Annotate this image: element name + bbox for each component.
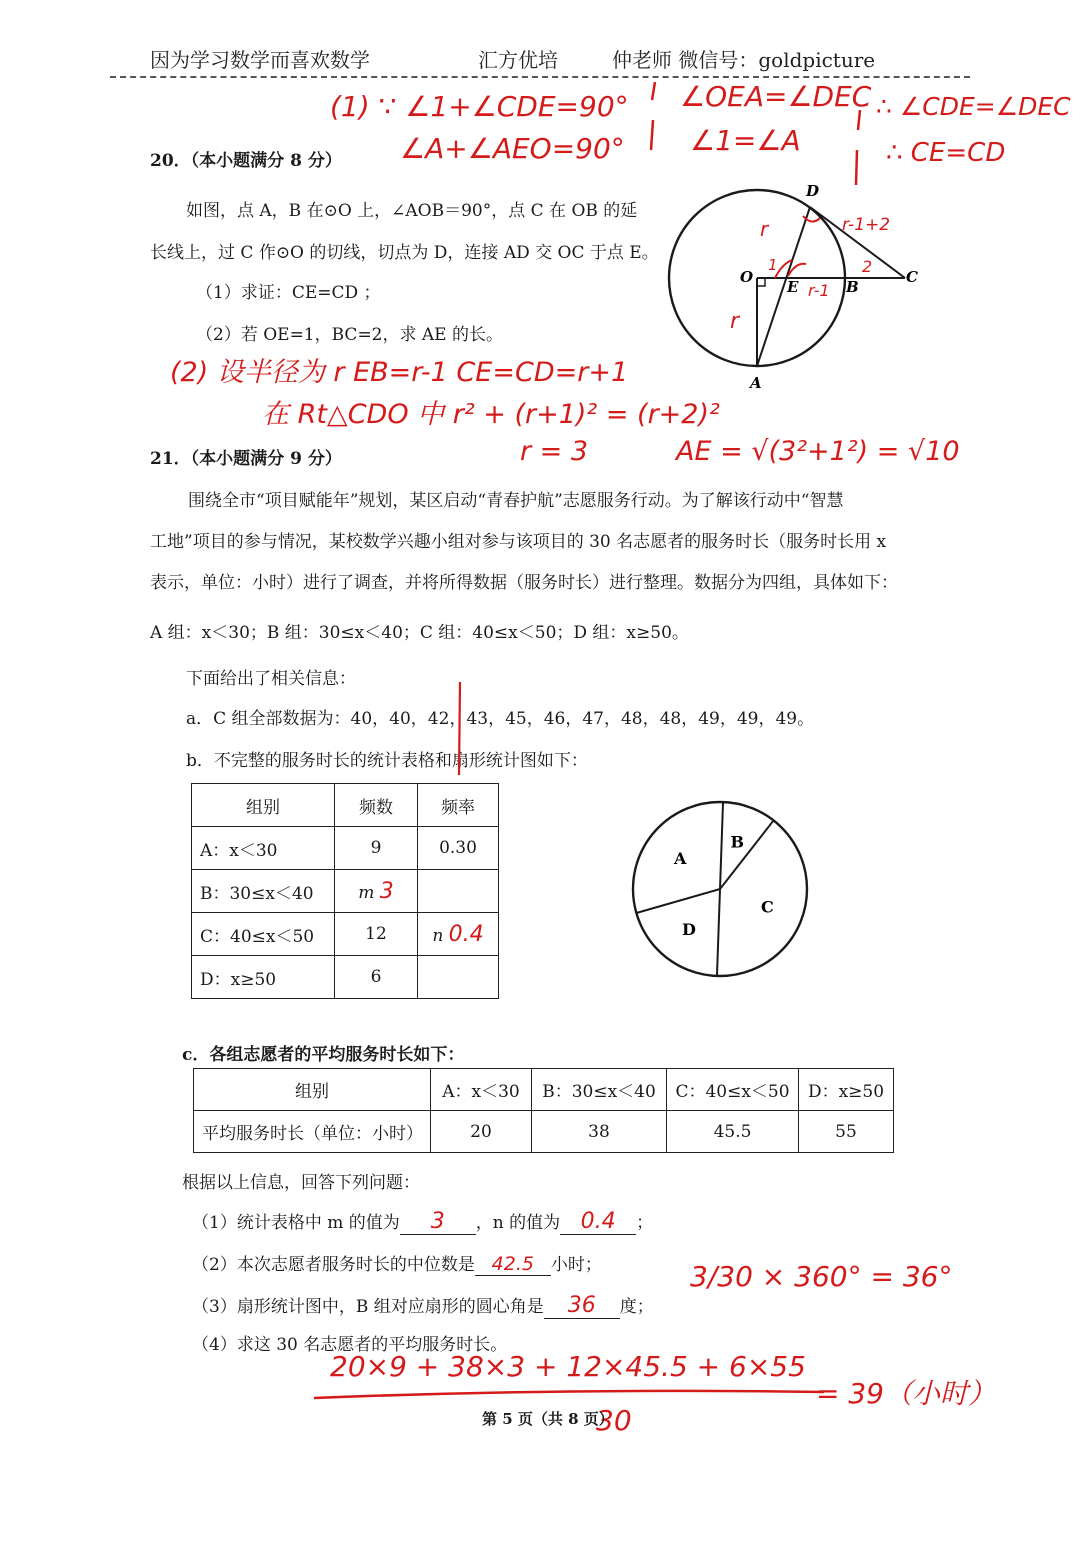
hw-fig-rp2: r-1+2 [842, 215, 891, 235]
hw-fig-r1: r [760, 217, 769, 241]
q21-sub3 [192, 1292, 654, 1319]
table1-row-c-rate-cell [418, 913, 499, 956]
table2-value-a: 20 [431, 1111, 532, 1153]
hw-average-result: = 39（小时） [816, 1377, 996, 1410]
label-a: A [750, 374, 762, 392]
average-table [193, 1068, 894, 1153]
pie-label-a: A [674, 848, 687, 868]
hw-answer-2-line1: (2) 设半径为 r EB=r-1 CE=CD=r+1 [170, 357, 629, 388]
q21-info-intro: 下面给出了相关信息： [186, 669, 356, 689]
hw-average-numerator: 20×9 + 38×3 + 12×45.5 + 6×55 [330, 1350, 806, 1383]
table1-row-d-group: D：x≥50 [192, 956, 335, 999]
table1-header-rate: 频率 [418, 784, 499, 827]
q21-info-b: b．不完整的服务时长的统计表格和扇形统计图如下： [186, 751, 588, 771]
page-footer: 第 5 页（共 8 页） [482, 1410, 614, 1428]
blank-m [400, 1209, 476, 1235]
hw-answer-m: 3 [430, 1209, 445, 1234]
q21-paragraph-3: 表示，单位：小时）进行了调查，并将所得数据（服务时长）进行整理。数据分为四组，具体如下： [150, 573, 898, 593]
hw-fraction-bar [312, 1384, 832, 1404]
q21-sub1-text-c: ； [636, 1213, 654, 1233]
hw-data-split-mark [450, 680, 470, 780]
q20-figure [660, 178, 960, 398]
table1-row-c-count: 12 [335, 913, 418, 956]
blank-angle [544, 1293, 620, 1319]
label-b: B [846, 278, 859, 296]
label-c: C [906, 268, 918, 286]
q21-sub2-text-a: （2）本次志愿者服务时长的中位数是 [192, 1255, 475, 1275]
table2-value-b: 38 [532, 1111, 667, 1153]
hw-answer-median: 42.5 [491, 1253, 534, 1275]
q20-sub2: （2）若 OE=1，BC=2，求 AE 的长。 [196, 325, 503, 345]
hw-answer-1-line2: ∠A+∠AEO=90° [400, 132, 625, 165]
table1-header-count: 频数 [335, 784, 418, 827]
hw-table1-m: 3 [379, 878, 394, 904]
pie-label-b: B [730, 832, 745, 852]
q21-sub1 [192, 1208, 653, 1235]
table1-row-a-count: 9 [335, 827, 418, 870]
q21-title: 21．（本小题满分 9 分） [150, 449, 342, 469]
hw-fig-1: 1 [768, 256, 778, 274]
table1-row-b-count: m [358, 882, 375, 903]
q21-groups: A 组：x＜30；B 组：30≤x＜40；C 组：40≤x＜50；D 组：x≥50。 [150, 623, 689, 643]
table1-row-a-group: A：x＜30 [192, 827, 335, 870]
label-o: O [740, 268, 754, 286]
hw-fig-rm1: r-1 [808, 281, 830, 300]
table2-header-group: 组别 [194, 1069, 431, 1111]
table2-header-c: C：40≤x＜50 [667, 1069, 799, 1111]
q21-sub1-text-a: （1）统计表格中 m 的值为 [192, 1213, 400, 1233]
q20-sub1: （1）求证：CE=CD ； [196, 283, 381, 303]
table1-row-c-group: C：40≤x＜50 [192, 913, 335, 956]
q21-sub3-text-a: （3）扇形统计图中，B 组对应扇形的圆心角是 [192, 1297, 544, 1317]
pie-chart [625, 794, 815, 984]
header-right: 仲老师 微信号：goldpicture [612, 48, 876, 72]
hw-fig-r2: r [730, 309, 740, 334]
q21-sub3-text-b: 度； [619, 1297, 654, 1317]
table1-header-group: 组别 [192, 784, 335, 827]
table1-row-d-count: 6 [335, 956, 418, 999]
q21-sub2-text-b: 小时； [550, 1255, 602, 1275]
hw-answer-2-line4: AE = √(3²+1²) = √10 [676, 436, 960, 467]
table1-row-b-rate [418, 870, 499, 913]
right-angle-mark [757, 278, 765, 286]
hw-average-denominator: 30 [596, 1404, 632, 1437]
table2-row-label: 平均服务时长（单位：小时） [194, 1111, 431, 1153]
table2-value-d: 55 [799, 1111, 894, 1153]
q21-questions-intro: 根据以上信息，回答下列问题： [182, 1173, 420, 1193]
q21-info-c: c．各组志愿者的平均服务时长如下： [182, 1045, 465, 1065]
q21-sub1-text-b: ，n 的值为 [475, 1213, 561, 1233]
blank-median [475, 1253, 551, 1276]
hw-answer-2-line2: 在 Rt△CDO 中 r² + (r+1)² = (r+2)² [262, 399, 720, 430]
header-left: 因为学习数学而喜欢数学 [150, 48, 370, 72]
hw-angle-work: 3/30 × 360° = 36° [690, 1260, 953, 1293]
hw-answer-angle: 36 [567, 1293, 596, 1318]
header-middle: 汇方优培 [478, 48, 558, 72]
q20-title: 20．（本小题满分 8 分） [150, 151, 342, 171]
label-d: D [806, 182, 820, 200]
hw-answer-1-line3: ∠OEA=∠DEC [680, 80, 872, 113]
hw-answer-1-line6: ∴ CE=CD [886, 138, 1006, 168]
blank-n [560, 1209, 636, 1235]
table1-row-a-rate: 0.30 [418, 827, 499, 870]
table1-row-d-rate [418, 956, 499, 999]
q21-info-a: a．C 组全部数据为：40，40，42，43，45，46，47，48，48，49，49，49。 [186, 709, 815, 729]
table1-row-b-group: B：30≤x＜40 [192, 870, 335, 913]
table2-header-b: B：30≤x＜40 [532, 1069, 667, 1111]
table1-row-c-rate: n [432, 925, 444, 946]
label-e: E [787, 278, 799, 296]
hw-answer-1-line1: (1) ∵ ∠1+∠CDE=90° [330, 90, 629, 123]
hw-answer-n: 0.4 [580, 1209, 616, 1234]
pie-label-c: C [761, 897, 774, 917]
frequency-table [191, 783, 499, 999]
table1-row-b-count-cell [335, 870, 418, 913]
q20-line2: 长线上，过 C 作⊙O 的切线，切点为 D，连接 AD 交 OC 于点 E。 [150, 243, 659, 263]
hw-answer-2-line3: r = 3 [520, 436, 589, 467]
q21-paragraph-2: 工地”项目的参与情况，某校数学兴趣小组对参与该项目的 30 名志愿者的服务时长（服务时长用 x [150, 532, 887, 552]
table2-value-c: 45.5 [667, 1111, 799, 1153]
pie-label-d: D [681, 919, 696, 939]
table2-header-d: D：x≥50 [799, 1069, 894, 1111]
hw-answer-1-line5: ∴ ∠CDE=∠DEC [876, 92, 1071, 121]
q20-line1: 如图，点 A，B 在⊙O 上，∠AOB＝90°，点 C 在 OB 的延 [186, 201, 638, 221]
hw-table1-n: 0.4 [448, 921, 484, 947]
q21-sub2 [192, 1250, 602, 1276]
q21-paragraph-1: 围绕全市“项目赋能年”规划，某区启动“青春护航”志愿服务行动。为了解该行动中“智慧 [188, 491, 844, 511]
table2-header-a: A：x＜30 [431, 1069, 532, 1111]
hw-answer-1-line4: ∠1=∠A [690, 124, 801, 157]
q21-sub4: （4）求这 30 名志愿者的平均服务时长。 [192, 1335, 508, 1355]
hw-fig-2: 2 [862, 257, 873, 276]
